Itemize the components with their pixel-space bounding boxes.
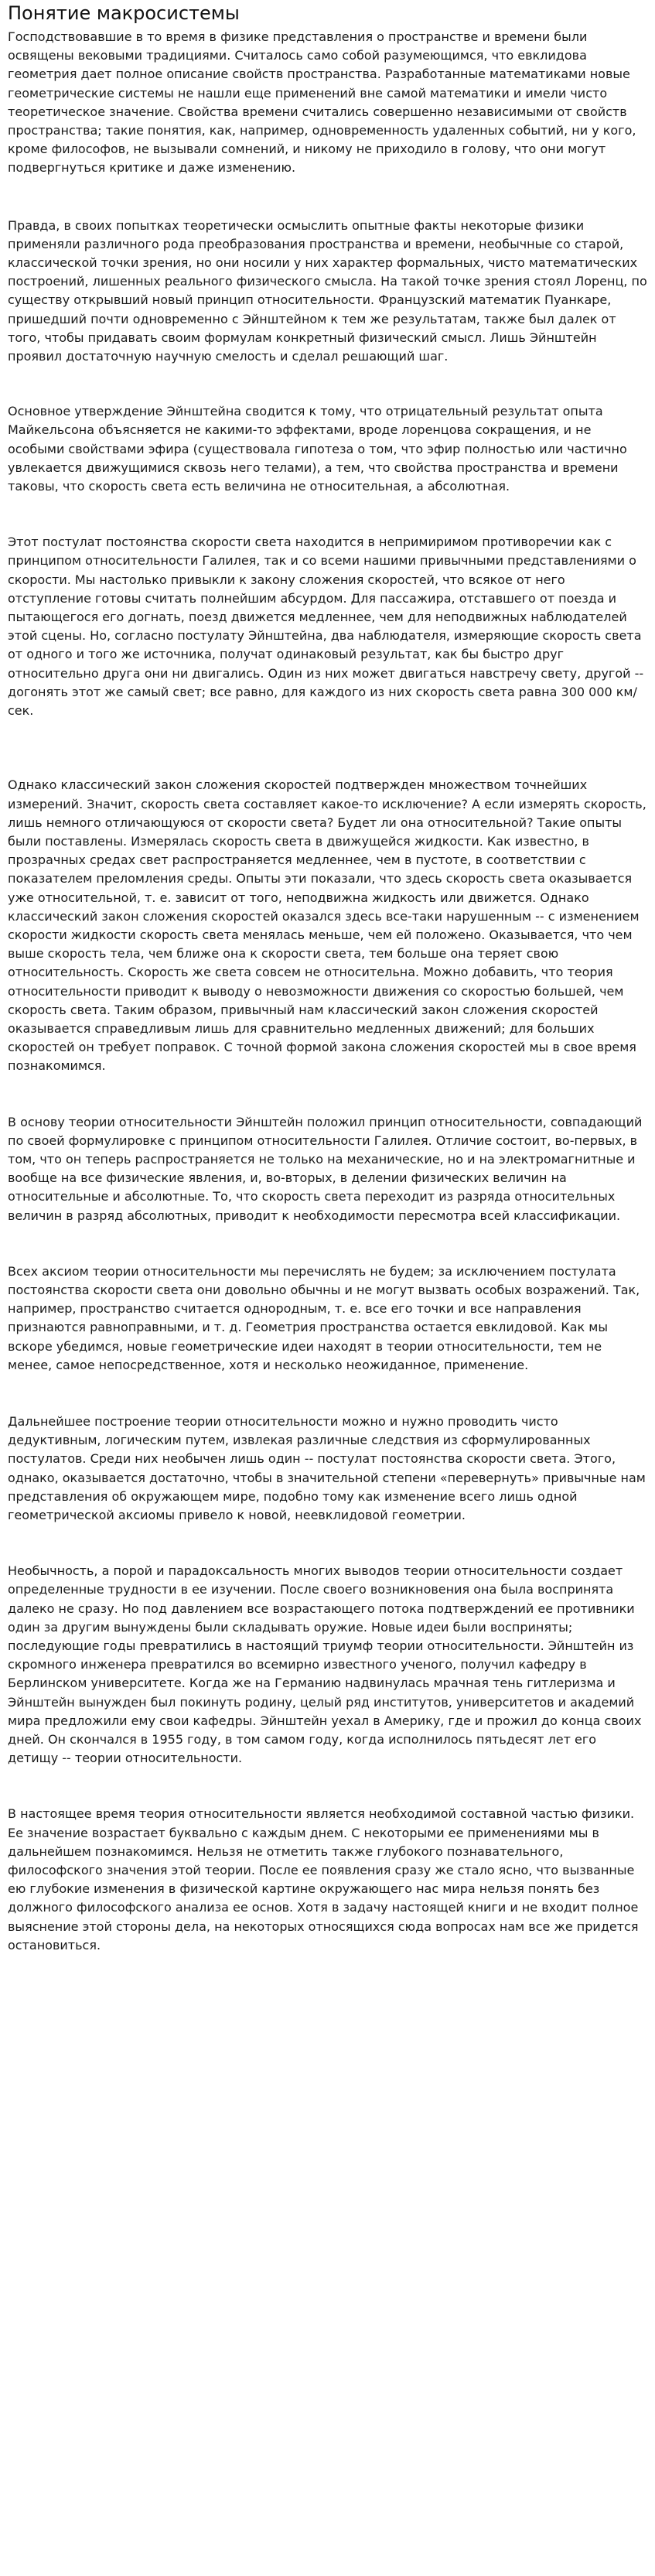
paragraph-spacer xyxy=(8,1076,647,1113)
paragraph: Однако классический закон сложения скоростей подтвержден множеством точнейших измерений. Значит, скорость света составляет какое-то исключение? А если измерять скорость, лишь немного отличающуюся от скорости света? Будет ли она относительной? Такие опыты были поставлены. Измерялась скорость света в движущейся жидкости. Как известно, в прозрачных средах свет распространяется медленнее, чем в пустоте, в соответствии с показателем преломления среды. Опыты эти показали, что здесь скорость света оказывается уже относительной, т. е. зависит от того, неподвижна жидкость или движется. Однако классический закон сложения скоростей оказался здесь все-таки нарушенным -- с изменением скорости жидкости скорость света менялась меньше, чем ей положено. Оказывается, что чем выше скорость тела, чем ближе она к скорости света, тем больше она теряет свою относительность. Скорость же света совсем не относительна. Можно добавить, что теория относительности приводит к выводу о невозможности движения со скоростью большей, чем скорость света. Таким образом, привычный нам классический закон сложения скоростей оказывается справедливым лишь для сравнительно медленных движений; для больших скоростей он требует поправок. С точной формой закона сложения скоростей мы в свое время познакомимся. xyxy=(8,777,646,1074)
paragraph: В основу теории относительности Эйнштейн положил принцип относительности, совпадающий по своей формулировке с принципом относительности Галилея. Отличие состоит, во-первых, в том, что он теперь распространяется не только на механические, но и на электромагнитные и вообще на все физические явления, и, во-вторых, в делении физических величин на относительные и абсолютные. То, что скорость света переходит из разряда относительных величин в разряд абсолютных, приводит к необходимости пересмотра всей классификации. xyxy=(8,1114,643,1223)
paragraph-spacer xyxy=(8,1375,647,1413)
paragraph-spacer xyxy=(8,1525,647,1562)
paragraph: Правда, в своих попытках теоретически осмыслить опытные факты некоторые физики применяли различного рода преобразования пространства и времени, необычные со старой, классической точки зрения, но они носили у них характер формальных, чисто математических построений, лишенных реального физического смысла. На такой точке зрения стоял Лоренц, по существу открывший новый принцип относительности. Французский математик Пуанкаре, пришедший почти одновременно с Эйнштейном к тем же результатам, также был далек от того, чтобы придавать своим формулам конкретный физический смысл. Лишь Эйнштейн проявил достаточную научную смелость и сделал решающий шаг. xyxy=(8,217,647,364)
paragraph: Этот постулат постоянства скорости света находится в непримиримом противоречии как с принципом относительности Галилея, так и со всеми нашими привычными представлениями о скорости. Мы настолько привыкли к закону сложения скоростей, что всякое от него отступление готовы считать полнейшим абсурдом. Для пассажира, отставшего от поезда и пытающегося его догнать, поезд движется медленнее, чем для неподвижных наблюдателей этой сцены. Но, согласно постулату Эйнштейна, два наблюдателя, измеряющие скорость света от одного и того же источника, получат одинаковый результат, как бы быстро друг относительно друга они ни двигались. Один из них может двигаться навстречу свету, другой -- догонять этот же самый свет; все равно, для каждого из них скорость света равна 300 000 км/сек. xyxy=(8,535,644,719)
paragraph-spacer xyxy=(8,1225,647,1262)
paragraph-spacer xyxy=(8,366,647,402)
paragraph: Всех аксиом теории относительности мы перечислять не будем; за исключением постулата постоянства скорости света они довольно обычны и не могут вызвать особых возражений. Так, например, пространство считается однородным, т. е. все его точки и все направления признаются равноправными, и т. д. Геометрия пространства остается евклидовой. Как мы вскоре убедимся, новые геометрические идеи находят в теории относительности, тем не менее, самое непосредственное, хотя и несколько неожиданное, применение. xyxy=(8,1263,640,1372)
page-title: Понятие макросистемы xyxy=(8,2,240,24)
paragraph-spacer xyxy=(8,1768,647,1805)
paragraph-spacer xyxy=(8,720,647,776)
paragraph-spacer xyxy=(8,496,647,533)
paragraph: Дальнейшее построение теории относительности можно и нужно проводить чисто дедуктивным, логическим путем, извлекая различные следствия из сформулированных постулатов. Среди них необычен лишь один -- постулат постоянства скорости света. Этого, однако, оказывается достаточно, чтобы в значительной степени «перевернуть» привычные нам представления об окружающем мире, подобно тому как изменение всего лишь одной геометрической аксиомы привело к новой, неевклидовой геометрии. xyxy=(8,1413,646,1522)
paragraph: Основное утверждение Эйнштейна сводится к тому, что отрицательный результат опыта Майкельсона объясняется не какими-то эффектами, вроде лоренцова сокращения, и не особыми свойствами эфира (существовала гипотеза о том, что эфир полностью или частично увлекается движущимися сквозь него телами), а тем, что свойства пространства и времени таковы, что скорость света есть величина не относительная, а абсолютная. xyxy=(8,404,627,494)
paragraph: Господствовавшие в то время в физике представления о пространстве и времени были освящены вековыми традициями. Считалось само собой разумеющимся, что евклидова геометрия дает полное описание свойств пространства. Разработанные математиками новые геометрические системы не нашли еще применений вне самой математики и имели чисто теоретическое значение. Свойства времени считались совершенно независимыми от свойств пространства; такие понятия, как, например, одновременность удаленных событий, ни у кого, кроме философов, не вызывали сомнений, и никому не приходило в голову, что они могут подвергнуться критике и даже изменению. xyxy=(8,29,636,176)
paragraph-spacer xyxy=(8,178,647,217)
paragraph: Необычность, а порой и парадоксальность многих выводов теории относительности создает определенные трудности в ее изучении. После своего возникновения она была воспринята далеко не сразу. Но под давлением все возрастающего потока подтверждений ее противники один за другим вынуждены были складывать оружие. Новые идеи были восприняты; последующие годы превратились в настоящий триумф теории относительности. Эйнштейн из скромного инженера превратился во всемирно известного ученого, получил кафедру в Берлинском университете. Когда же на Германию надвинулась мрачная тень гитлеризма и Эйнштейн вынужден был покинуть родину, целый ряд институтов, университетов и академий мира предложили ему свои кафедры. Эйнштейн уехал в Америку, где и прожил до конца своих дней. Он скончался в 1955 году, в том самом году, когда исполнилось пятьдесят лет его детищу -- теории относительности. xyxy=(8,1563,642,1766)
paragraph: В настоящее время теория относительности является необходимой составной частью физики. Ее значение возрастает буквально с каждым днем. С некоторыми ее применениями мы в дальнейшем познакомимся. Нельзя не отметить также глубокого познавательного, философского значения этой теории. После ее появления сразу же стало ясно, что вызванные ею глубокие изменения в физической картине окружающего нас мира нельзя понять без должного философского анализа ее основ. Хотя в задачу настоящей книги и не входит полное выяснение этой стороны дела, на некоторых относящихся сюда вопросах нам все же придется остановиться. xyxy=(8,1806,639,1952)
